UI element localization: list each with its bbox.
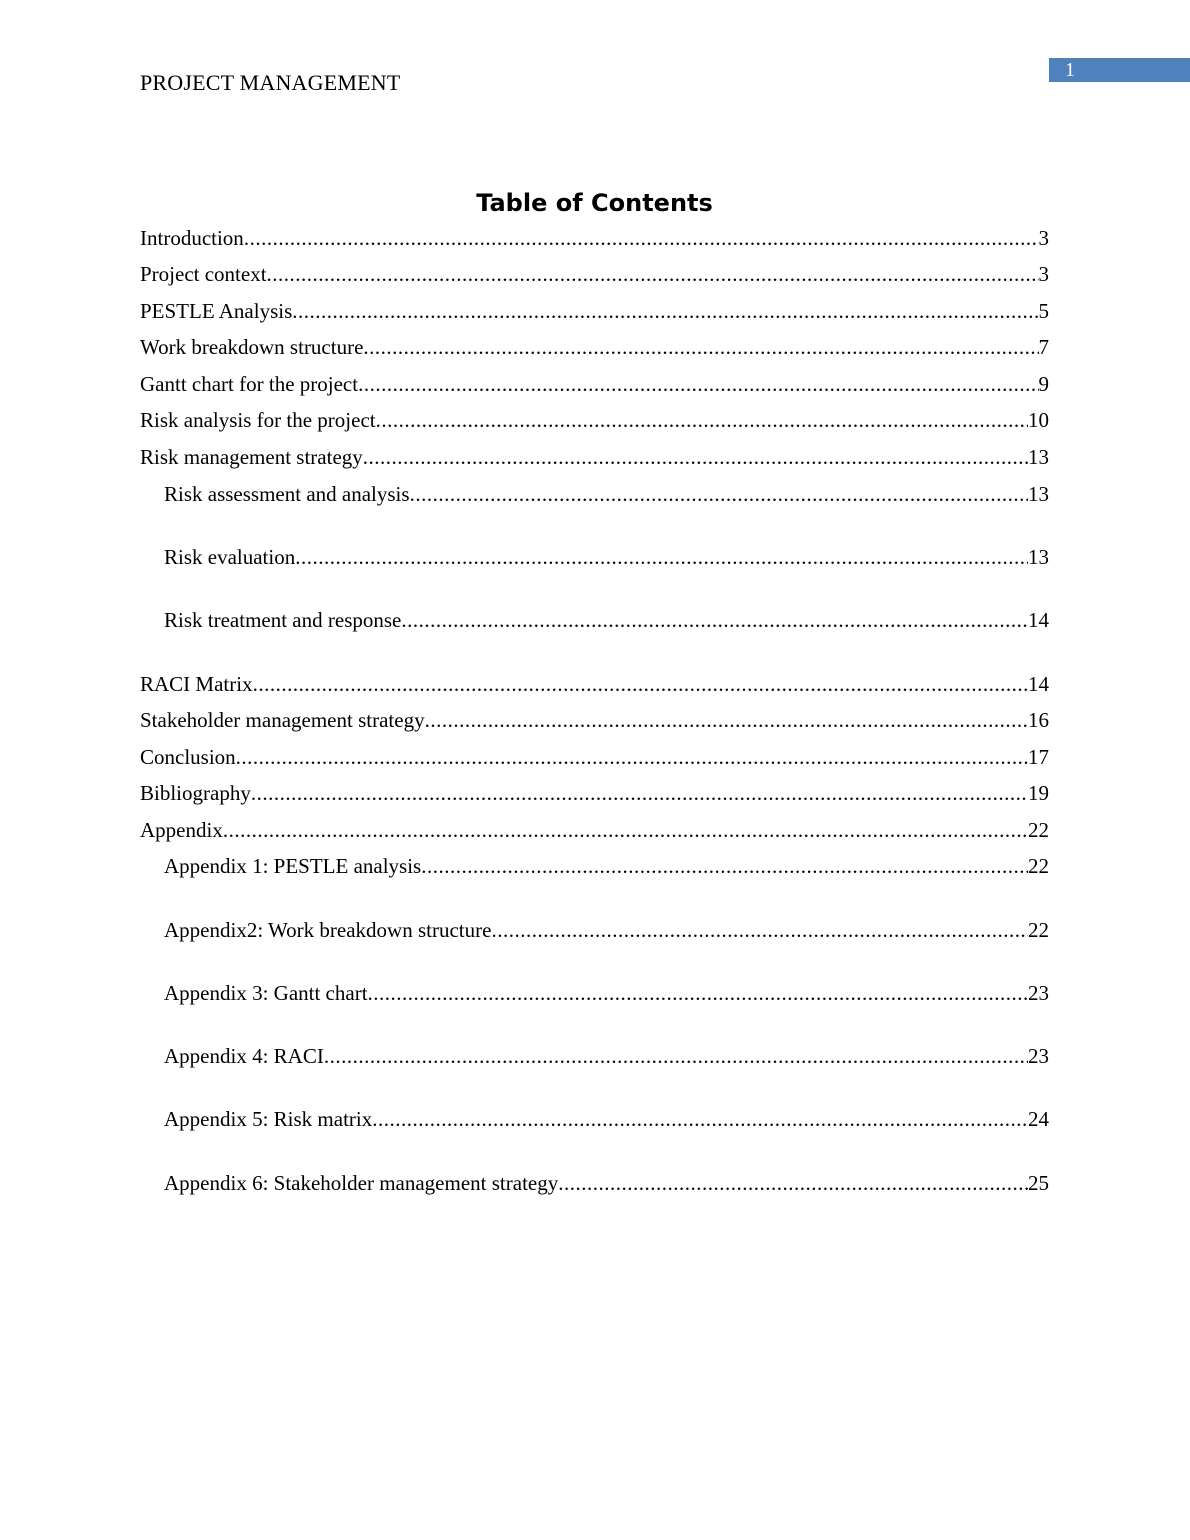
toc-entry-page: 14 <box>1028 608 1049 632</box>
toc-dot-leader <box>410 481 1028 507</box>
toc-dot-leader <box>491 917 1028 943</box>
toc-entry-page: 3 <box>1038 226 1049 250</box>
toc-dot-leader <box>244 225 1039 251</box>
toc-entry-page: 13 <box>1028 482 1049 506</box>
toc-entry-label: Risk assessment and analysis <box>164 482 410 506</box>
toc-entry-appendix-3[interactable] <box>164 980 1049 1006</box>
toc-entry-raci-matrix[interactable] <box>140 671 1049 697</box>
toc-entry-label: Risk analysis for the project <box>140 408 376 432</box>
toc-entry-page: 23 <box>1028 981 1049 1005</box>
toc-entry-page: 9 <box>1038 372 1049 396</box>
toc-entry-label: Risk management strategy <box>140 445 363 469</box>
toc-entry-label: Appendix <box>140 818 223 842</box>
toc-entry-page: 25 <box>1028 1171 1049 1195</box>
toc-entry-page: 13 <box>1028 545 1049 569</box>
toc-entry-risk-analysis[interactable] <box>140 407 1049 433</box>
toc-entry-appendix-6[interactable] <box>164 1170 1049 1196</box>
toc-entry-gantt-chart[interactable] <box>140 371 1049 397</box>
toc-entry-page: 24 <box>1028 1107 1049 1131</box>
toc-entry-label: Appendix 6: Stakeholder management strategy <box>164 1171 559 1195</box>
toc-entry-page: 3 <box>1038 262 1049 286</box>
toc-entry-label: Bibliography <box>140 781 251 805</box>
toc-entry-page: 23 <box>1028 1044 1049 1068</box>
toc-dot-leader <box>223 817 1028 843</box>
toc-entry-introduction[interactable] <box>140 225 1049 251</box>
toc-dot-leader <box>363 334 1038 360</box>
toc-entry-risk-assessment[interactable] <box>164 481 1049 507</box>
toc-dot-leader <box>267 261 1039 287</box>
toc-entry-label: PESTLE Analysis <box>140 299 293 323</box>
toc-entry-label: Risk evaluation <box>164 545 296 569</box>
toc-entry-label: Stakeholder management strategy <box>140 708 425 732</box>
toc-entry-label: Work breakdown structure <box>140 335 364 359</box>
toc-dot-leader <box>376 407 1028 433</box>
toc-entry-label: Gantt chart for the project <box>140 372 359 396</box>
toc-dot-leader <box>401 607 1028 633</box>
toc-dot-leader <box>372 1106 1028 1132</box>
toc-entry-label: Introduction <box>140 226 244 250</box>
toc-entry-label: Project context <box>140 262 267 286</box>
toc-dot-leader <box>363 444 1028 470</box>
toc-entry-work-breakdown-structure[interactable] <box>140 334 1049 360</box>
toc-entry-page: 5 <box>1038 299 1049 323</box>
toc-entry-appendix-4[interactable] <box>164 1043 1049 1069</box>
toc-dot-leader <box>292 298 1038 324</box>
toc-dot-leader <box>368 980 1028 1006</box>
toc-entry-conclusion[interactable] <box>140 744 1049 770</box>
toc-entry-page: 13 <box>1028 445 1049 469</box>
toc-entry-page: 22 <box>1028 918 1049 942</box>
toc-entry-label: RACI Matrix <box>140 672 253 696</box>
toc-entry-label: Appendix2: Work breakdown structure <box>164 918 492 942</box>
page-number: 1 <box>1065 59 1075 81</box>
toc-dot-leader <box>295 544 1028 570</box>
toc-entry-page: 17 <box>1028 745 1049 769</box>
toc-entry-stakeholder-management[interactable] <box>140 707 1049 733</box>
toc-dot-leader <box>253 671 1028 697</box>
toc-entry-label: Appendix 4: RACI <box>164 1044 324 1068</box>
toc-entry-page: 10 <box>1028 408 1049 432</box>
toc-dot-leader <box>358 371 1038 397</box>
toc-entry-label: Appendix 3: Gantt chart <box>164 981 368 1005</box>
toc-entry-pestle-analysis[interactable] <box>140 298 1049 324</box>
toc-entry-appendix[interactable] <box>140 817 1049 843</box>
toc-dot-leader <box>425 707 1028 733</box>
toc-entry-page: 22 <box>1028 818 1049 842</box>
toc-entry-page: 16 <box>1028 708 1049 732</box>
toc-entry-project-context[interactable] <box>140 261 1049 287</box>
toc-heading: Table of Contents <box>476 189 713 217</box>
toc-entry-appendix-5[interactable] <box>164 1106 1049 1132</box>
toc-entry-page: 22 <box>1028 854 1049 878</box>
toc-dot-leader <box>236 744 1028 770</box>
toc-entry-label: Risk treatment and response <box>164 608 402 632</box>
toc-dot-leader <box>421 853 1028 879</box>
toc-dot-leader <box>251 780 1028 806</box>
running-header: PROJECT MANAGEMENT <box>140 70 401 95</box>
toc-entry-page: 19 <box>1028 781 1049 805</box>
toc-entry-page: 14 <box>1028 672 1049 696</box>
toc-entry-risk-management-strategy[interactable] <box>140 444 1049 470</box>
toc-entry-label: Appendix 5: Risk matrix <box>164 1107 373 1131</box>
toc-entry-page: 7 <box>1038 335 1049 359</box>
toc-entry-risk-treatment[interactable] <box>164 607 1049 633</box>
toc-entry-appendix-2[interactable] <box>164 917 1049 943</box>
page-number-badge <box>1049 58 1190 82</box>
toc-entry-risk-evaluation[interactable] <box>164 544 1049 570</box>
toc-entry-label: Appendix 1: PESTLE analysis <box>164 854 422 878</box>
toc-dot-leader <box>324 1043 1028 1069</box>
toc-entry-bibliography[interactable] <box>140 780 1049 806</box>
toc-entry-label: Conclusion <box>140 745 236 769</box>
toc-entry-appendix-1[interactable] <box>164 853 1049 879</box>
toc-dot-leader <box>558 1170 1028 1196</box>
